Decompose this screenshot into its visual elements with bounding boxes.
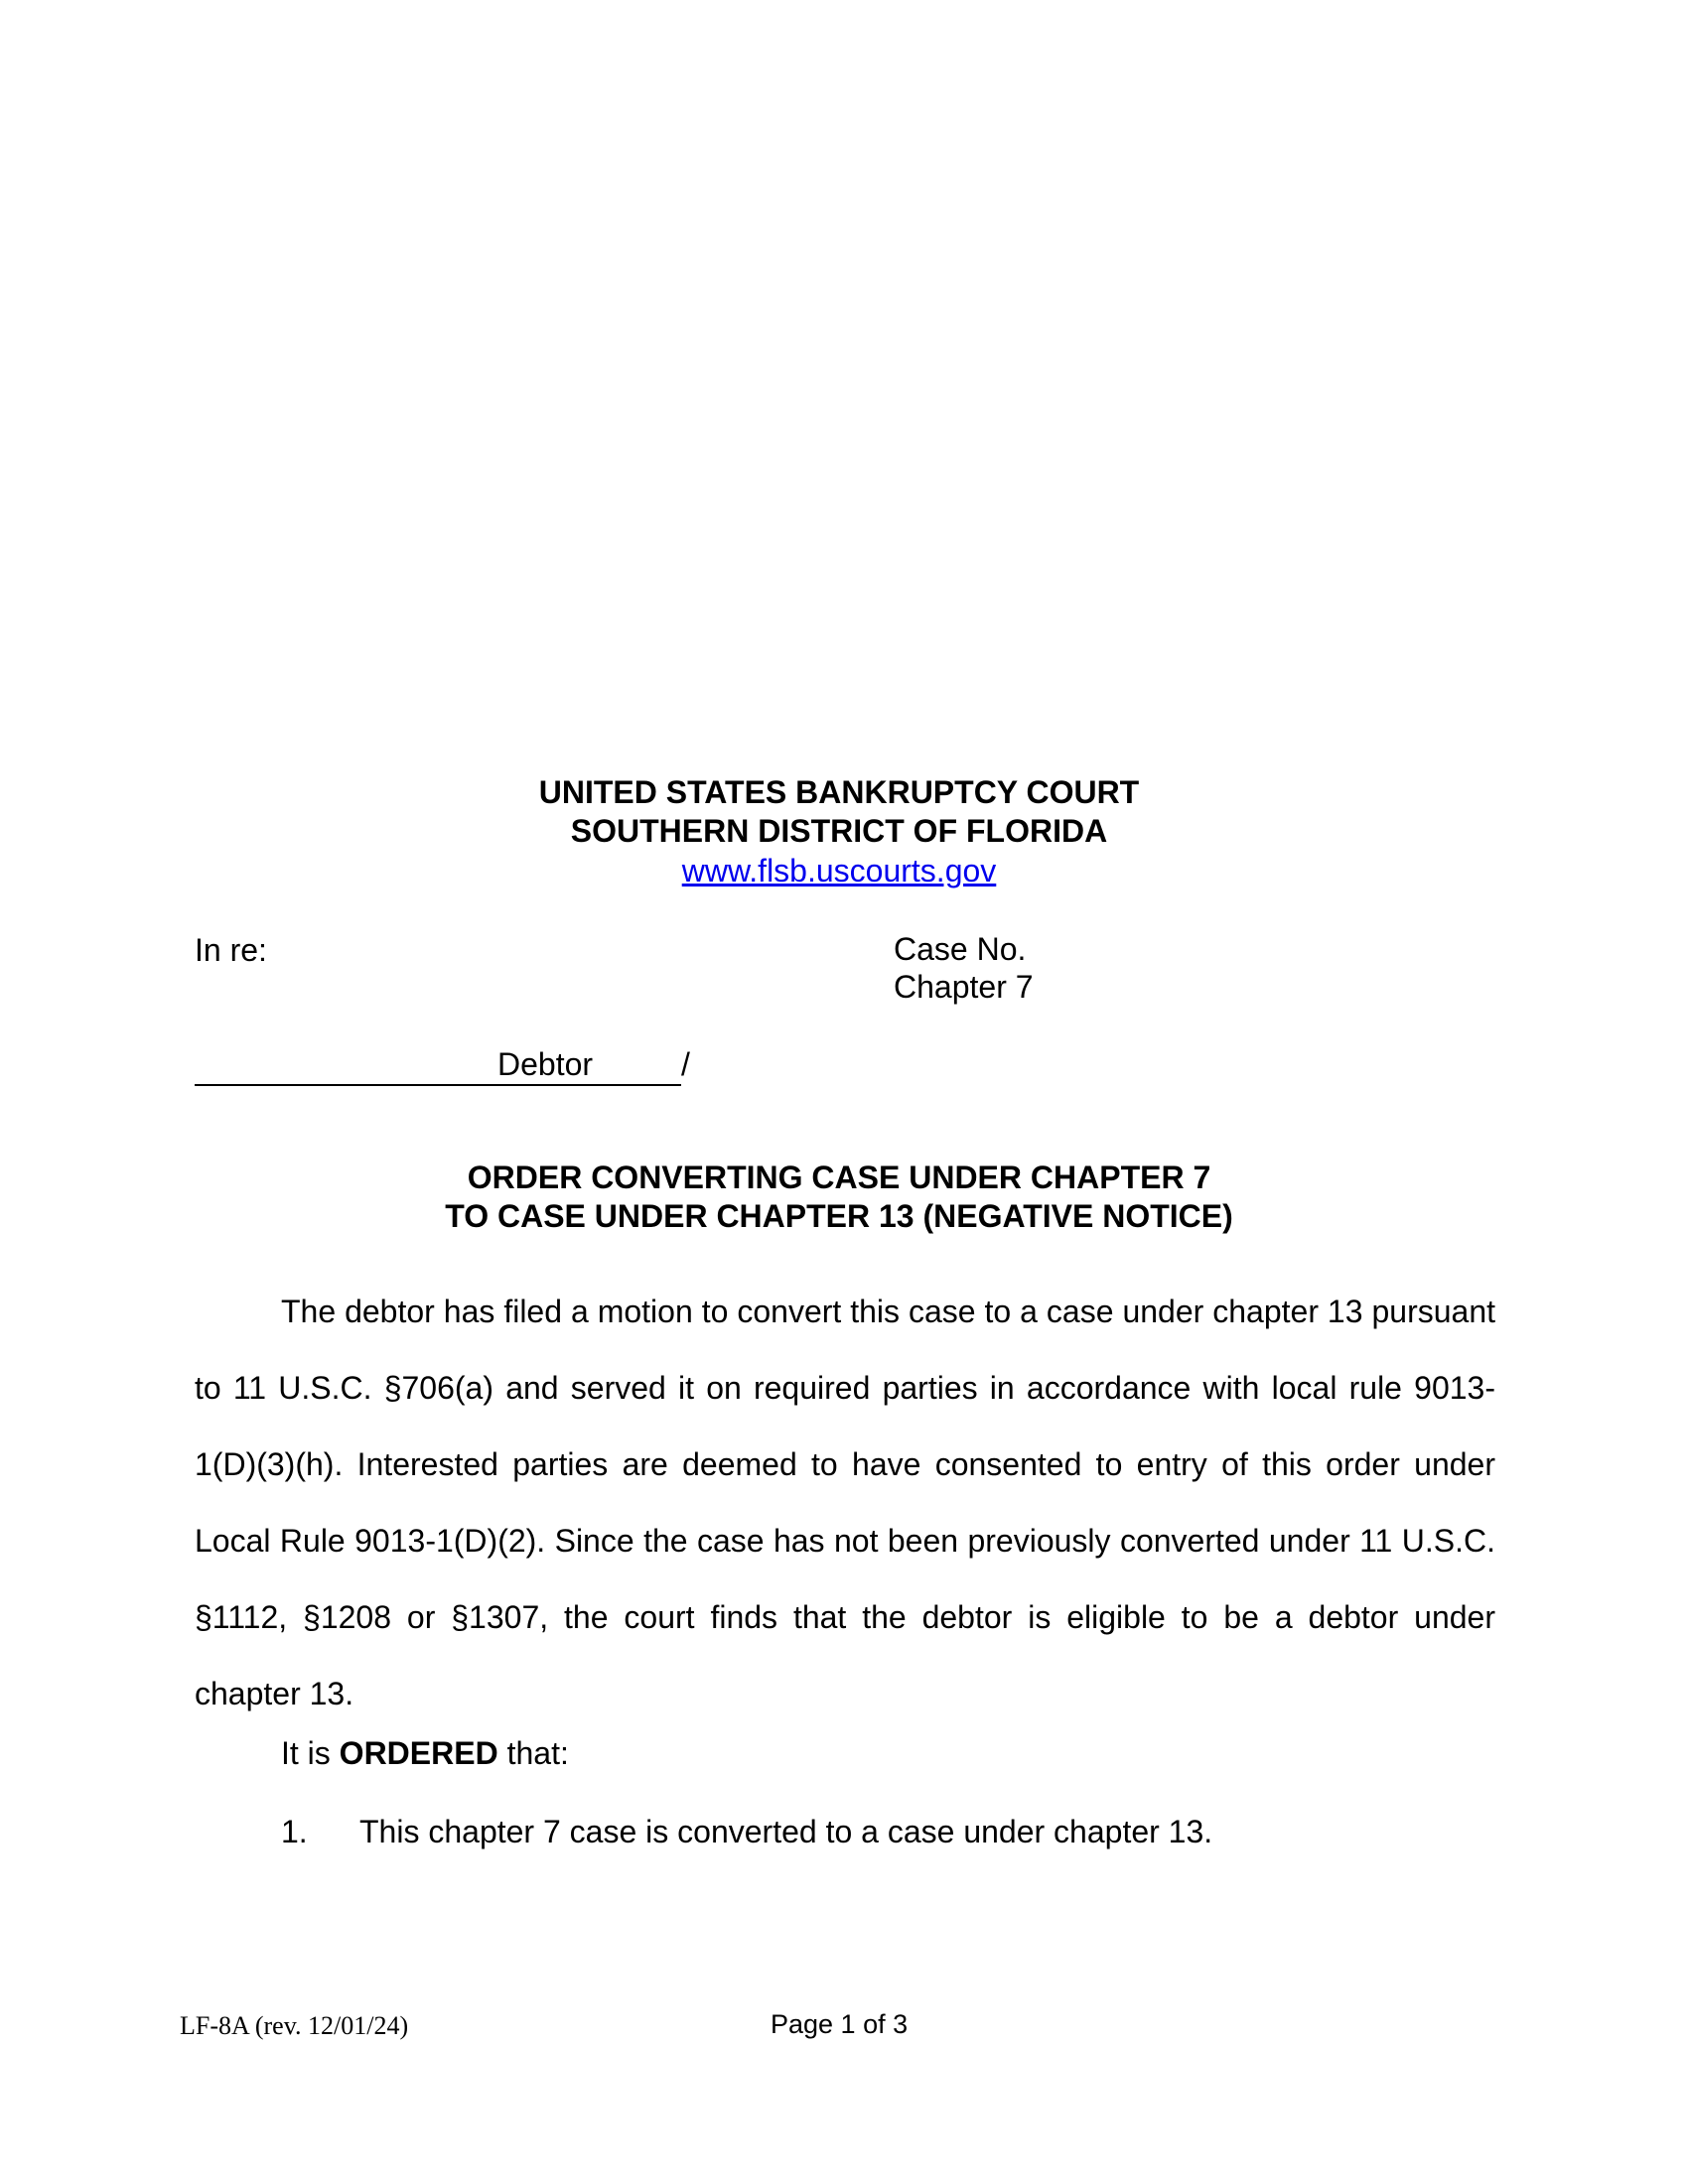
ordered-suffix: that:: [497, 1735, 569, 1771]
chapter-label: Chapter 7: [894, 969, 1034, 1005]
ordered-prefix: It is: [281, 1735, 340, 1771]
order-body-paragraph: The debtor has filed a motion to convert this case to a case under chapter 13 pursuant to 11 U.S.C. §706(a) and served it on required parties in accordance with local rule 9013-1(D)(3)(h). Interested parties are deemed to have consented to entry of this order under Local Rule 9013-1(D)(2). Since the case has not been previously converted under 11 U.S.C. §1112, §1208 or §1307, the court finds that the debtor is eligible to be a debtor under chapter 13.: [195, 1294, 1495, 1711]
court-website-link[interactable]: www.flsb.uscourts.gov: [681, 853, 997, 888]
order-title-line-1: ORDER CONVERTING CASE UNDER CHAPTER 7: [467, 1160, 1211, 1195]
ordered-statement: [281, 1733, 569, 1773]
court-district: SOUTHERN DISTRICT OF FLORIDA: [570, 813, 1108, 849]
order-item-text: This chapter 7 case is converted to a case under chapter 13.: [359, 1814, 1213, 1849]
order-item-number: 1.: [281, 1814, 308, 1849]
page-number: Page 1 of 3: [771, 2009, 909, 2039]
order-item: [281, 1812, 1212, 1851]
order-title: [0, 1159, 1678, 1236]
caption-slash: /: [681, 1046, 690, 1082]
debtor-signature-line: [195, 1044, 681, 1086]
court-name: UNITED STATES BANKRUPTCY COURT: [538, 774, 1140, 810]
ordered-bold: ORDERED: [339, 1735, 498, 1771]
order-title-line-2: TO CASE UNDER CHAPTER 13 (NEGATIVE NOTICE): [445, 1198, 1233, 1234]
case-no-label: Case No.: [894, 931, 1027, 967]
debtor-label: Debtor: [497, 1046, 594, 1082]
case-info: [894, 930, 1034, 1006]
form-identifier: LF-8A (rev. 12/01/24): [180, 2011, 409, 2040]
in-re-label: In re:: [195, 932, 267, 968]
court-header: [0, 773, 1678, 890]
